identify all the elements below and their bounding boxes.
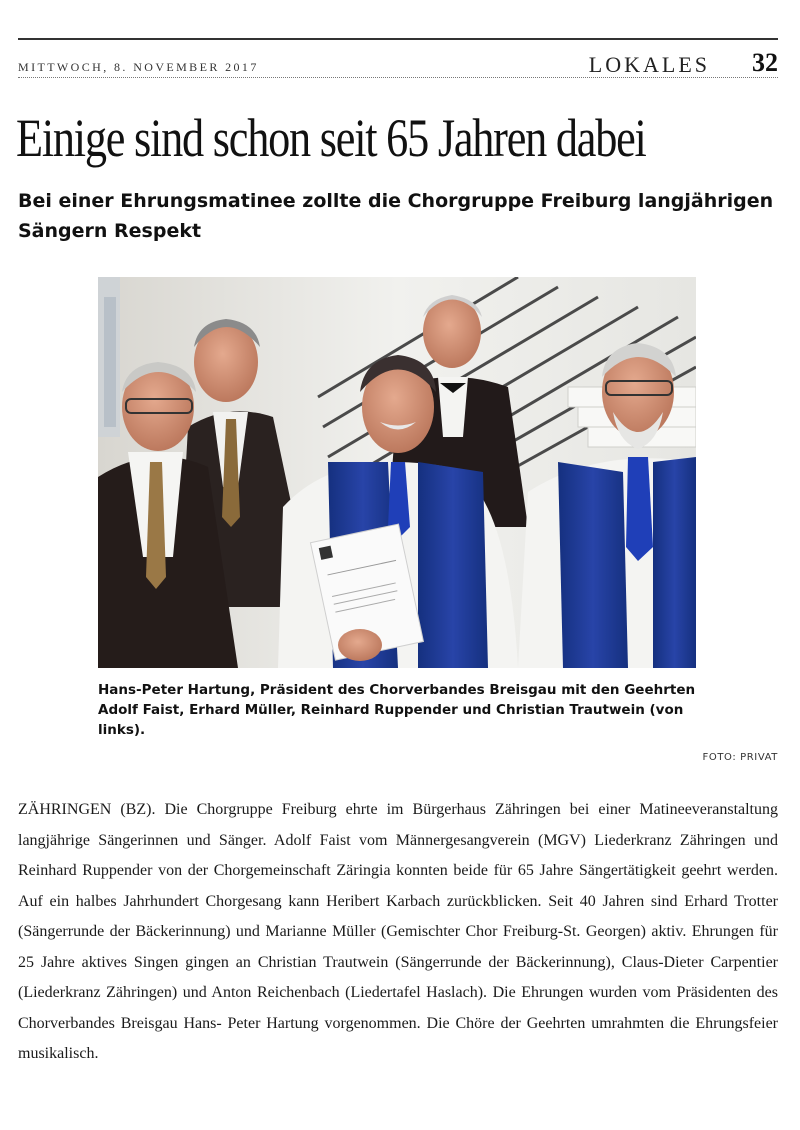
section-name: LOKALES <box>588 52 710 77</box>
top-rule <box>18 38 778 40</box>
subheadline: Bei einer Ehrungsmatinee zollte die Chorgruppe Freiburg langjährigen Sängern Respekt <box>18 190 774 242</box>
page-header <box>18 48 778 78</box>
article-photo <box>98 277 696 668</box>
photo-caption: Hans-Peter Hartung, Präsident des Chorverbandes Breisgau mit den Geehrten Adolf Faist, Erhard Müller, Reinhard Ruppender und Christian Trautwein (von links). <box>98 682 696 738</box>
photo-credit: FOTO: PRIVAT <box>702 752 778 763</box>
headline: Einige sind schon seit 65 Jahren dabei <box>16 108 646 168</box>
issue-date: MITTWOCH, 8. NOVEMBER 2017 <box>18 60 259 74</box>
article-body: ZÄHRINGEN (BZ). Die Chorgruppe Freiburg ehrte im Bürgerhaus Zähringen bei einer Matineeveranstaltung langjährige Sängerinnen und Sänger. Adolf Faist vom Männergesangverein (MGV) Liederkranz Zähringen und Reinhard Ruppender von der Chorgemeinschaft Zäringia konnten beide für 65 Jahre Sängertätigkeit geehrt werden. Auf ein halbes Jahrhundert Chorgesang kann Heribert Karbach zurückblicken. Seit 40 Jahren sind Erhard Trotter (Sängerrunde der Bäckerinnung) und Marianne Müller (Gemischter Chor Freiburg-St. Georgen) aktiv. Ehrungen für 25 Jahre aktives Singen gingen an Christian Trautwein (Sängerrunde der Bäckerinnung), Claus-Dieter Carpentier (Liederkranz Zähringen) und Anton Reichenbach (Liedertafel Haslach). Die Ehrungen wurden vom Präsidenten des Chorverbandes Breisgau Hans- Peter Hartung vorgenommen. Die Chöre der Geehrten umrahmten die Ehrungsfeier musikalisch. <box>18 801 778 1062</box>
page-number: 32 <box>752 48 778 77</box>
header-divider <box>18 77 778 78</box>
